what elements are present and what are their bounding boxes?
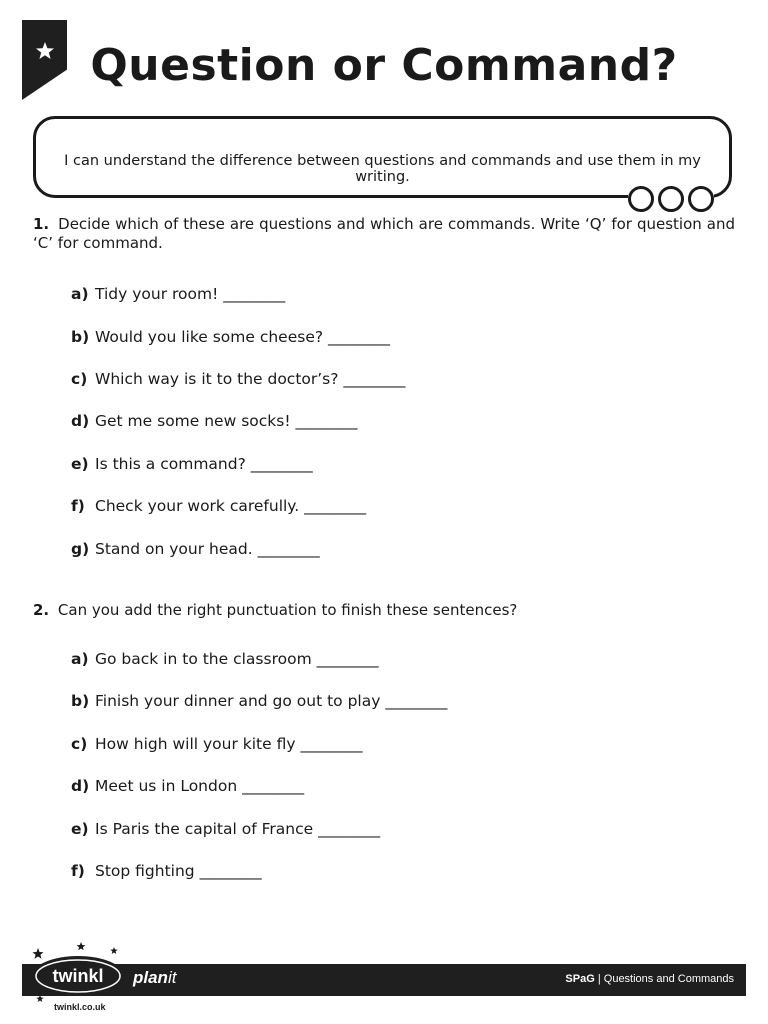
list-item: [71, 285, 285, 303]
list-item: [71, 777, 304, 795]
list-item: [71, 862, 262, 880]
logo-site: twinkl.co.uk: [54, 1002, 106, 1012]
list-item: [71, 692, 447, 710]
question-2: [33, 601, 735, 620]
decorative-dots: [628, 186, 714, 212]
footer-subject: [565, 973, 734, 985]
item-text: Is this a command? ________: [95, 455, 313, 473]
item-letter: d): [71, 777, 90, 795]
item-letter: b): [71, 328, 90, 346]
item-text: Stop fighting ________: [95, 862, 262, 880]
item-text: Get me some new socks! ________: [95, 412, 358, 430]
planit-light: it: [167, 968, 177, 987]
item-text: Meet us in London ________: [95, 777, 305, 795]
item-letter: e): [71, 820, 89, 838]
item-letter: d): [71, 412, 90, 430]
item-letter: f): [71, 862, 85, 880]
list-item: [71, 820, 380, 838]
question-number: 2.: [33, 601, 50, 619]
item-text: Which way is it to the doctor’s? ________: [95, 370, 406, 388]
item-text: Check your work carefully. ________: [95, 497, 367, 515]
footer-subject-code: SPaG: [565, 973, 595, 985]
item-letter: c): [71, 370, 88, 388]
item-text: Go back in to the classroom ________: [95, 650, 379, 668]
item-letter: f): [71, 497, 85, 515]
item-letter: e): [71, 455, 89, 473]
planit-logo: [133, 968, 176, 988]
item-letter: c): [71, 735, 88, 753]
svg-text:twinkl: twinkl: [52, 966, 104, 986]
list-item: [71, 328, 390, 346]
item-text: Stand on your head. ________: [95, 540, 320, 558]
list-item: [71, 412, 357, 430]
footer-topic: Questions and Commands: [603, 973, 734, 985]
item-letter: a): [71, 285, 89, 303]
dot-icon: [688, 186, 714, 212]
item-letter: b): [71, 692, 90, 710]
item-text: Tidy your room! ________: [95, 285, 286, 303]
dot-icon: [658, 186, 684, 212]
item-letter: a): [71, 650, 89, 668]
question-text: Decide which of these are questions and which are commands. Write ‘Q’ for question and ‘C’ for command.: [33, 215, 735, 252]
item-letter: g): [71, 540, 90, 558]
list-item: [71, 370, 405, 388]
item-text: Is Paris the capital of France ________: [95, 820, 381, 838]
question-number: 1.: [33, 215, 50, 233]
list-item: [71, 735, 362, 753]
page-title: Question or Command?: [90, 40, 678, 91]
list-item: [71, 455, 313, 473]
list-item: [71, 650, 379, 668]
learning-objective-text: I can understand the difference between questions and commands and use them in my writing.: [64, 153, 701, 185]
item-text: Would you like some cheese? ________: [95, 328, 391, 346]
item-text: How high will your kite fly ________: [95, 735, 363, 753]
dot-icon: [628, 186, 654, 212]
list-item: [71, 540, 320, 558]
footer-separator: |: [594, 973, 604, 985]
item-text: Finish your dinner and go out to play ________: [95, 692, 448, 710]
planit-bold: plan: [133, 968, 168, 987]
question-text: Can you add the right punctuation to finish these sentences?: [57, 601, 518, 619]
question-1: [33, 215, 735, 253]
list-item: [71, 497, 366, 515]
